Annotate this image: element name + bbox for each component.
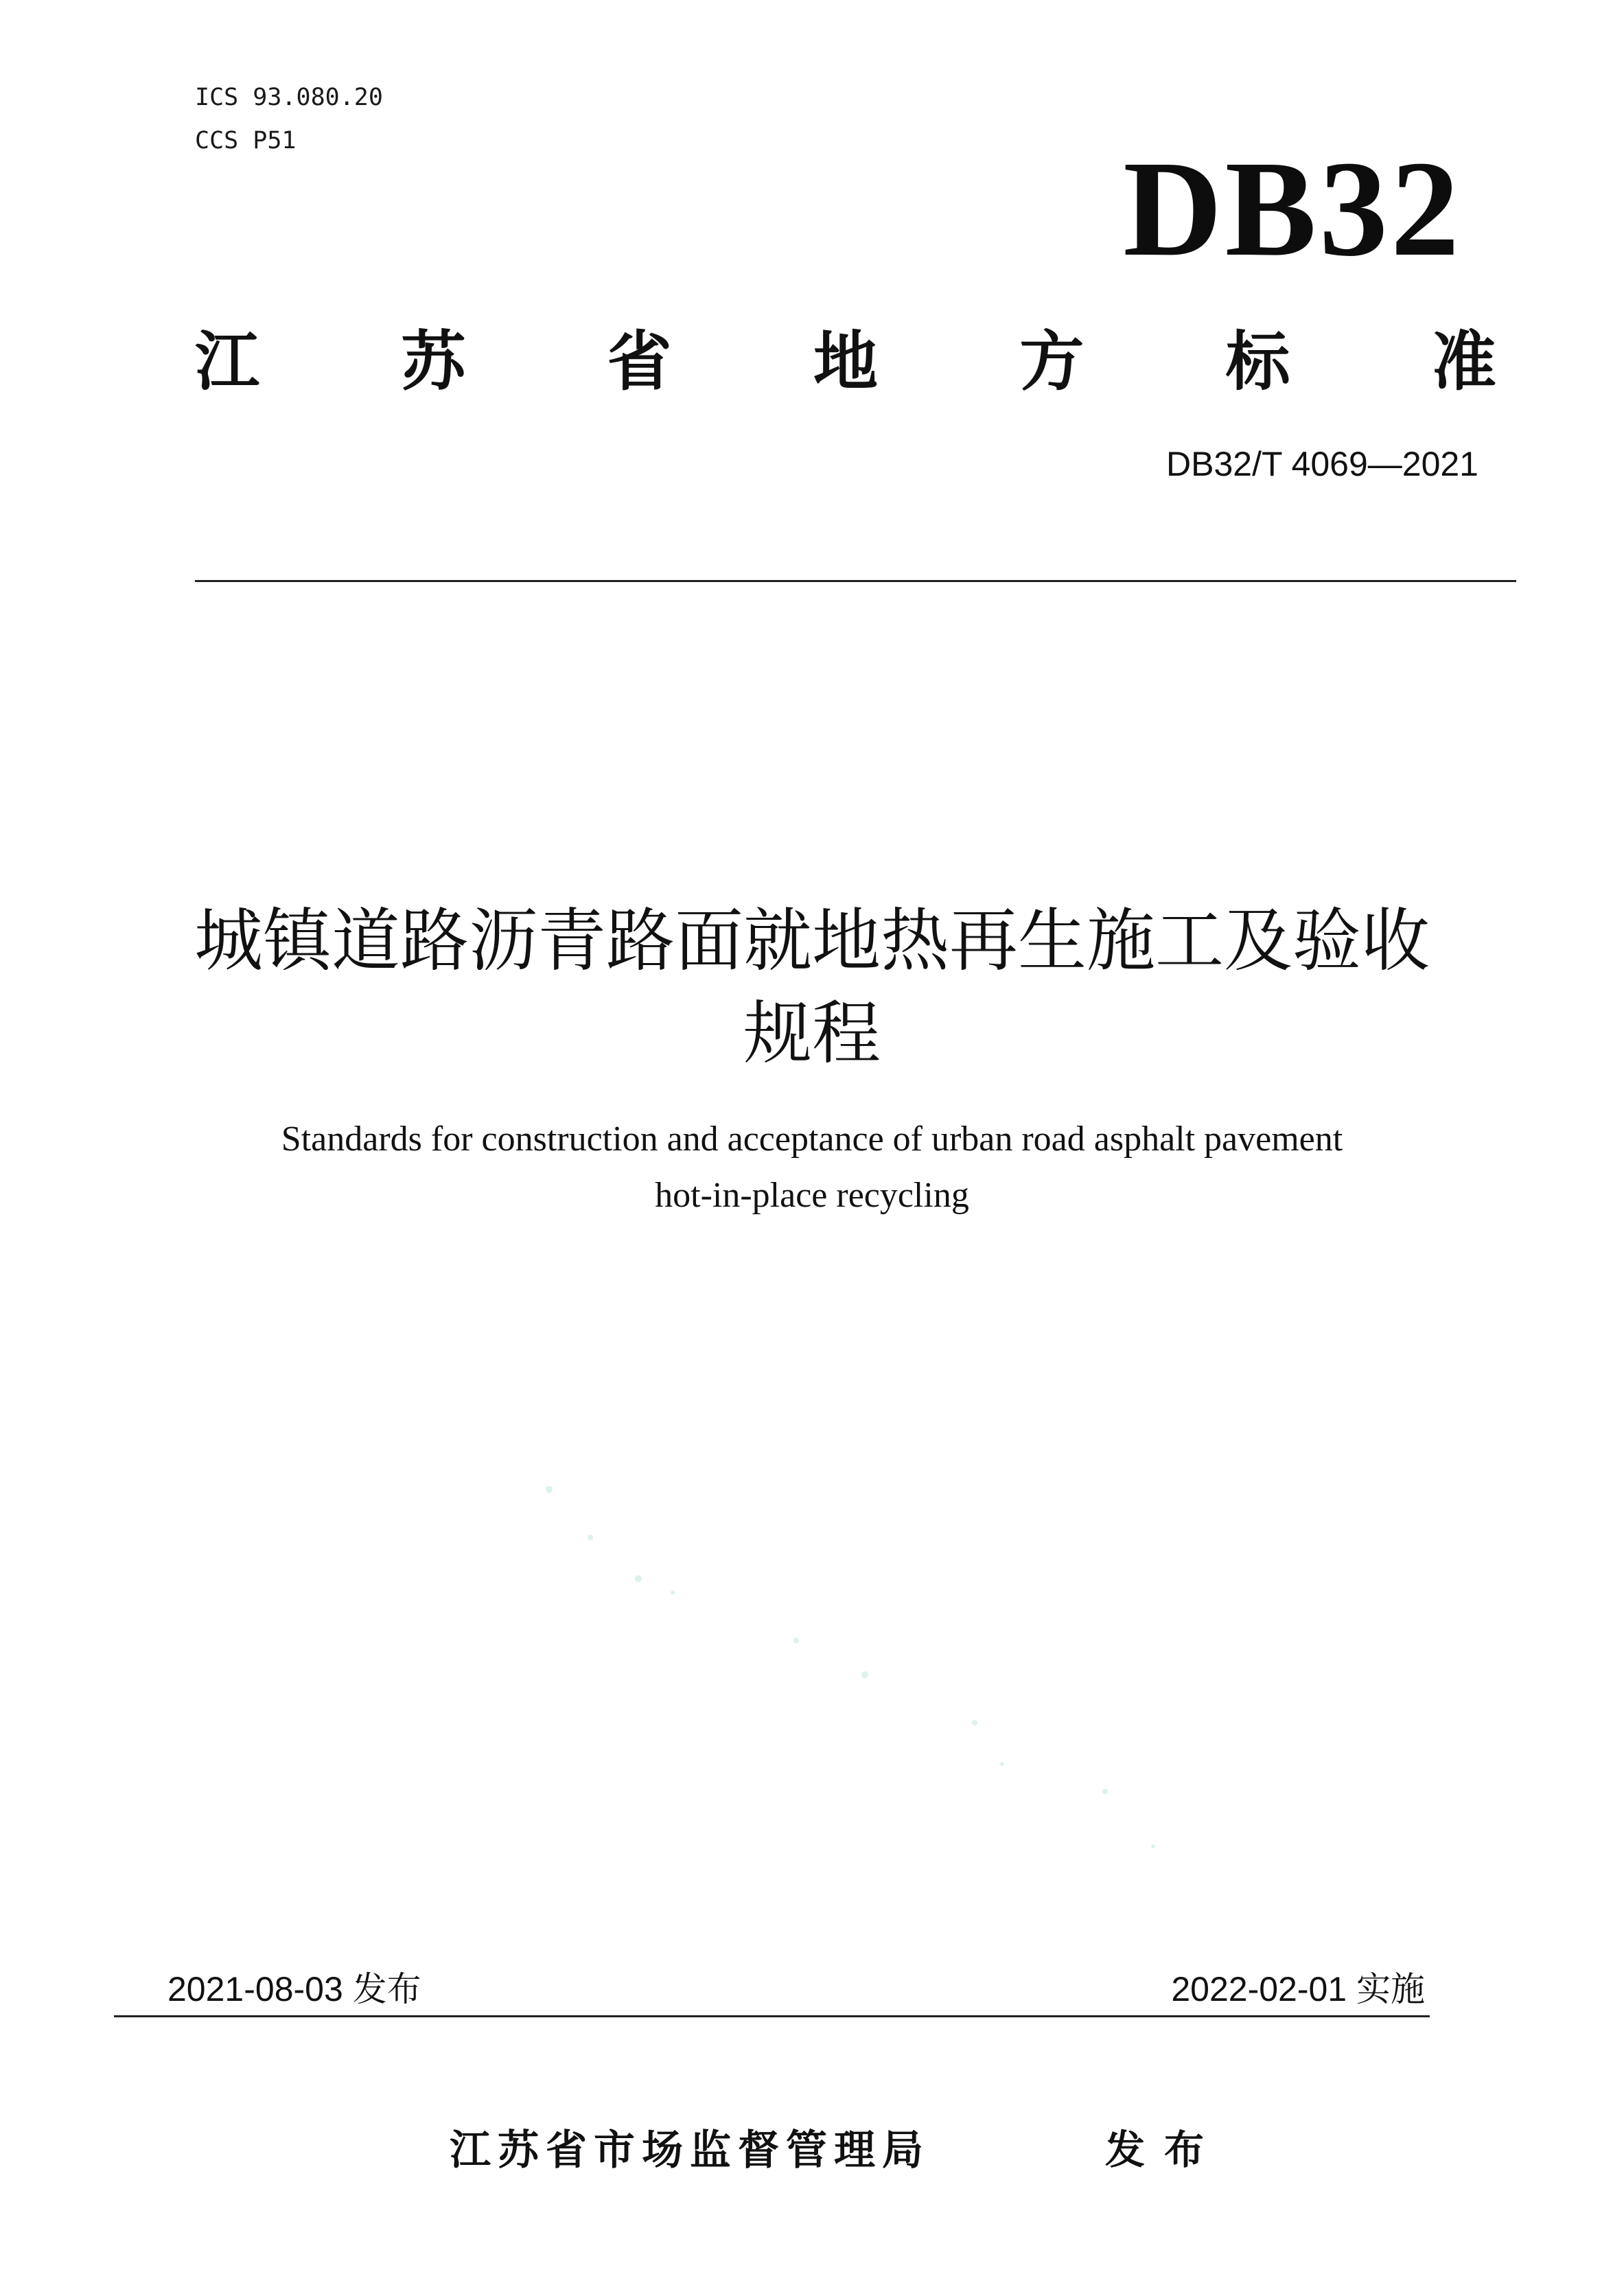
- issuing-authority: 江苏省市场监督管理局: [450, 2126, 930, 2175]
- standard-type-heading: [195, 314, 1496, 397]
- watermark-dots: [546, 1486, 1155, 1848]
- ccs-code: CCS P51: [195, 127, 297, 154]
- standard-type-char: 江: [195, 324, 260, 399]
- standard-type-char: 苏: [401, 324, 466, 399]
- standard-code-logo: DB32: [1123, 133, 1462, 285]
- bottom-divider: [114, 2015, 1430, 2017]
- implementation-date: 2022-02-01 实施: [1171, 1970, 1425, 2008]
- title-english-line-1: Standards for construction and acceptance of urban road asphalt pavement: [281, 1120, 1343, 1159]
- faint-watermark: [384, 1366, 1277, 1915]
- top-divider: [195, 580, 1516, 582]
- title-chinese-line-1: 城镇道路沥青路面就地热再生施工及验收: [194, 901, 1430, 981]
- standard-type-char: 标: [1225, 324, 1290, 399]
- issue-action: 发布: [1105, 2126, 1224, 2173]
- title-english-line-2: hot-in-place recycling: [655, 1176, 969, 1215]
- standard-type-char: 准: [1431, 324, 1496, 399]
- standard-type-char: 地: [813, 324, 878, 399]
- standard-type-char: 方: [1019, 324, 1084, 399]
- title-chinese-line-2: 规程: [743, 993, 881, 1074]
- issue-date: 2021-08-03 发布: [167, 1970, 421, 2008]
- ics-code: ICS 93.080.20: [195, 84, 383, 111]
- standard-type-char: 省: [607, 324, 672, 399]
- standard-number: DB32/T 4069—2021: [1166, 445, 1478, 483]
